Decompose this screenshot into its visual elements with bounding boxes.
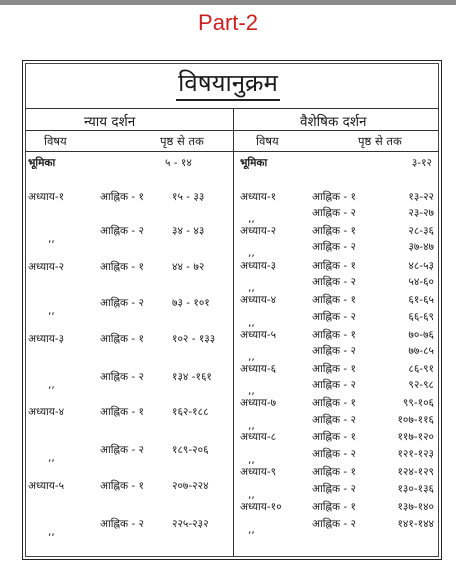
title-rule: [25, 108, 439, 109]
vaisheshika-row-pages: ५४-६०: [408, 276, 434, 288]
vaisheshika-row-pages: ६६-६९: [408, 311, 434, 323]
nyaya-row-pages: २०७-२२४: [172, 480, 209, 492]
nyaya-row-ahnika: आह्निक - २: [100, 444, 144, 456]
nyaya-row-adhyaya: अध्याय-४: [28, 406, 65, 418]
part-title: Part-2: [198, 10, 258, 35]
vaisheshika-row-ahnika: आह्निक - १: [312, 431, 356, 443]
nyaya-intro-label: भूमिका: [28, 157, 56, 169]
vaisheshika-row-pages: ६१-६५: [408, 294, 434, 306]
vaisheshika-row-ahnika: आह्निक - १: [312, 191, 356, 203]
vaisheshika-section-title: वैशेषिक दर्शन: [300, 114, 367, 130]
vaisheshika-row-adhyaya: ,,: [248, 524, 255, 536]
vaisheshika-row-pages: १०७-११६: [397, 414, 434, 426]
nyaya-row-pages: २२५-२३२: [172, 518, 209, 530]
vaisheshika-row-adhyaya: ,,: [248, 420, 255, 432]
vaisheshika-row-pages: ७७-८५: [408, 345, 434, 357]
vaisheshika-row-ahnika: आह्निक - २: [312, 518, 356, 530]
vaisheshika-col-subject: विषय: [256, 134, 279, 148]
nyaya-row-pages: १६२-१८८: [172, 406, 209, 418]
vaisheshika-row-ahnika: आह्निक - १: [312, 329, 356, 341]
vaisheshika-row-ahnika: आह्निक - १: [312, 466, 356, 478]
nyaya-row-adhyaya: अध्याय-१: [28, 191, 65, 203]
vaisheshika-row-ahnika: आह्निक - १: [312, 260, 356, 272]
nyaya-row-ahnika: आह्निक - २: [100, 297, 144, 309]
nyaya-row-pages: १०२ - १३३: [172, 333, 216, 345]
vaisheshika-row-pages: ७०-७६: [408, 329, 434, 341]
vaisheshika-row-pages: १२४-१२९: [397, 466, 434, 478]
nyaya-row-adhyaya: ,,: [48, 526, 55, 538]
document-title-text: विषयानुक्रम: [176, 69, 280, 101]
vaisheshika-intro-label: भूमिका: [240, 157, 268, 169]
vaisheshika-row-adhyaya: ,,: [248, 247, 255, 259]
nyaya-section-title: न्याय दर्शन: [84, 114, 136, 130]
nyaya-row-ahnika: आह्निक - १: [100, 261, 144, 273]
vaisheshika-row-pages: १३-२२: [408, 191, 434, 203]
vaisheshika-row-adhyaya: ,,: [248, 454, 255, 466]
nyaya-row-pages: १३४ -१६१: [172, 371, 212, 383]
nyaya-row-ahnika: आह्निक - २: [100, 518, 144, 530]
vaisheshika-row-adhyaya: ,,: [248, 351, 255, 363]
nyaya-row-ahnika: आह्निक - १: [100, 191, 144, 203]
vaisheshika-row-adhyaya: अध्याय-१०: [240, 501, 282, 513]
vaisheshika-row-adhyaya: अध्याय-२: [240, 225, 277, 237]
top-gray-bar: [0, 0, 456, 5]
column-header-rule: [25, 151, 439, 152]
vaisheshika-row-pages: २८-३६: [408, 225, 434, 237]
vaisheshika-row-ahnika: आह्निक - २: [312, 448, 356, 460]
vaisheshika-row-ahnika: आह्निक - २: [312, 414, 356, 426]
vaisheshika-row-pages: १४१-१४४: [397, 518, 434, 530]
vaisheshika-row-adhyaya: अध्याय-४: [240, 294, 277, 306]
nyaya-intro-pages: ५ - १४: [165, 157, 192, 169]
vaisheshika-intro-pages: ३-१२: [411, 157, 432, 169]
vaisheshika-row-pages: ९९-१०६: [402, 397, 434, 409]
vaisheshika-row-adhyaya: अध्याय-१: [240, 191, 277, 203]
center-divider: [233, 108, 234, 557]
vaisheshika-row-pages: ८६-९१: [408, 363, 434, 375]
nyaya-row-ahnika: आह्निक - १: [100, 333, 144, 345]
vaisheshika-row-ahnika: आह्निक - २: [312, 241, 356, 253]
nyaya-row-adhyaya: ,,: [48, 379, 55, 391]
section-header-rule: [25, 130, 439, 131]
nyaya-row-pages: १८९-२०६: [172, 444, 209, 456]
vaisheshika-row-ahnika: आह्निक - २: [312, 311, 356, 323]
nyaya-row-pages: १५ - ३३: [172, 191, 205, 203]
vaisheshika-row-ahnika: आह्निक - १: [312, 294, 356, 306]
vaisheshika-row-ahnika: आह्निक - २: [312, 483, 356, 495]
vaisheshika-row-pages: २३-२७: [408, 207, 434, 219]
vaisheshika-row-pages: १३७-१४०: [397, 501, 434, 513]
vaisheshika-row-pages: ११७-१२०: [397, 431, 434, 443]
vaisheshika-row-pages: १३०-१३६: [397, 483, 434, 495]
nyaya-row-ahnika: आह्निक - १: [100, 406, 144, 418]
vaisheshika-row-pages: ९२-९८: [408, 379, 434, 391]
vaisheshika-row-adhyaya: ,,: [248, 282, 255, 294]
nyaya-row-adhyaya: अध्याय-३: [28, 333, 65, 345]
nyaya-row-pages: ७३ - १०१: [172, 297, 210, 309]
vaisheshika-row-pages: १२१-१२३: [397, 448, 434, 460]
nyaya-row-adhyaya: ,,: [48, 452, 55, 464]
vaisheshika-row-adhyaya: ,,: [248, 489, 255, 501]
vaisheshika-row-adhyaya: अध्याय-९: [240, 466, 277, 478]
nyaya-row-pages: ४४ - ७२: [172, 261, 205, 273]
vaisheshika-row-adhyaya: अध्याय-५: [240, 329, 277, 341]
document-title: [0, 66, 456, 99]
vaisheshika-row-ahnika: आह्निक - २: [312, 276, 356, 288]
nyaya-col-subject: विषय: [44, 134, 67, 148]
vaisheshika-row-ahnika: आह्निक - १: [312, 501, 356, 513]
vaisheshika-row-adhyaya: ,,: [248, 317, 255, 329]
nyaya-col-pages: पृष्ठ से तक: [160, 134, 204, 148]
vaisheshika-row-pages: ४८-५३: [408, 260, 434, 272]
nyaya-row-adhyaya: अध्याय-५: [28, 480, 65, 492]
vaisheshika-row-ahnika: आह्निक - २: [312, 345, 356, 357]
vaisheshika-row-adhyaya: ,,: [248, 385, 255, 397]
vaisheshika-row-ahnika: आह्निक - २: [312, 379, 356, 391]
vaisheshika-row-pages: ३७-४७: [408, 241, 434, 253]
vaisheshika-row-adhyaya: ,,: [248, 213, 255, 225]
vaisheshika-row-ahnika: आह्निक - १: [312, 225, 356, 237]
nyaya-row-adhyaya: ,,: [48, 305, 55, 317]
nyaya-row-adhyaya: अध्याय-२: [28, 261, 65, 273]
vaisheshika-row-ahnika: आह्निक - २: [312, 207, 356, 219]
vaisheshika-row-ahnika: आह्निक - १: [312, 397, 356, 409]
vaisheshika-row-adhyaya: अध्याय-७: [240, 397, 277, 409]
nyaya-row-ahnika: आह्निक - २: [100, 371, 144, 383]
nyaya-row-ahnika: आह्निक - २: [100, 225, 144, 237]
vaisheshika-row-adhyaya: अध्याय-६: [240, 363, 277, 375]
nyaya-row-pages: ३४ - ४३: [172, 225, 205, 237]
vaisheshika-col-pages: पृष्ठ से तक: [358, 134, 402, 148]
nyaya-row-adhyaya: ,,: [48, 233, 55, 245]
vaisheshika-row-adhyaya: अध्याय-८: [240, 431, 277, 443]
vaisheshika-row-adhyaya: अध्याय-३: [240, 260, 277, 272]
nyaya-row-ahnika: आह्निक - १: [100, 480, 144, 492]
vaisheshika-row-ahnika: आह्निक - १: [312, 363, 356, 375]
